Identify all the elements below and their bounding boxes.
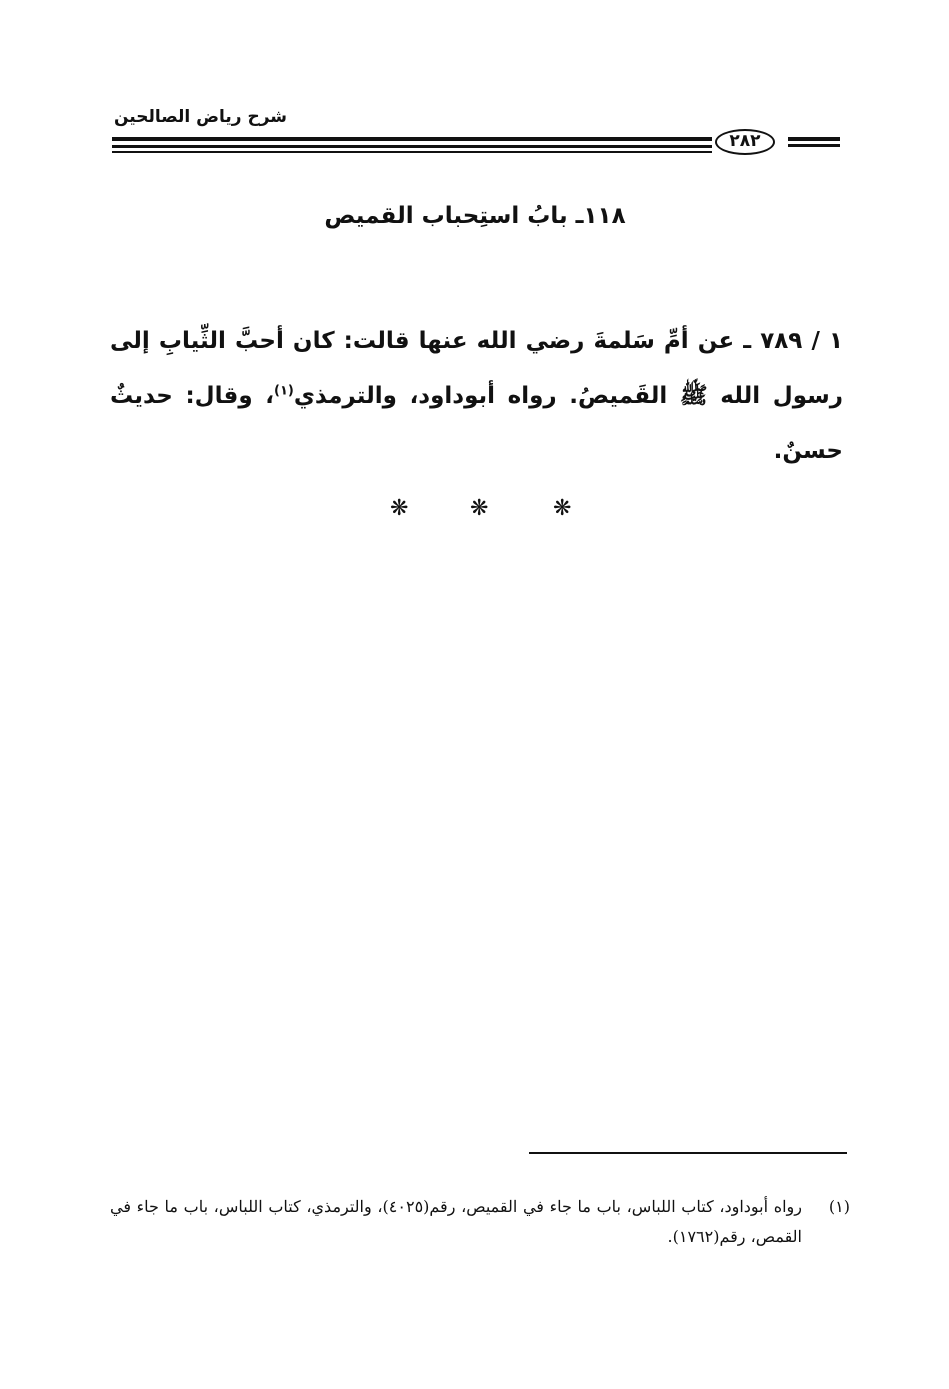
header-rule-tail: [788, 144, 840, 147]
header-rule-tail: [788, 137, 840, 141]
asterism-icon: ❋: [390, 496, 409, 521]
footnote: [110, 1192, 850, 1252]
footnote-separator: [529, 1152, 847, 1154]
header-rule: [112, 145, 712, 148]
hadith-text-main: ١ / ٧٨٩ ـ عن أمِّ سَلمةَ رضي الله عنها قالت: كان أحبَّ الثِّيابِ إلى رسول الله ﷺ القَميصُ. رواه أبوداود، والترمذي: [110, 328, 844, 409]
hadith-text-end: ، وقال: حديثٌ حسنٌ.: [110, 383, 843, 464]
section-divider-ornaments: [390, 494, 570, 524]
page-number: ٢٨٢: [715, 129, 775, 155]
chapter-heading: ١١٨ـ بابُ استِحباب القميص: [324, 203, 626, 229]
footnote-marker: (١): [828, 1197, 850, 1216]
header-rule: [112, 151, 712, 153]
running-title: شرح رياض الصالحين: [114, 107, 288, 127]
footnote-text: رواه أبوداود، كتاب اللباس، باب ما جاء في القميص، رقم(٤٠٢٥)، والترمذي، كتاب اللباس، باب ما جاء في القمص، رقم(١٧٦٢).: [110, 1197, 803, 1246]
header-rule: [112, 137, 712, 141]
footnote-reference[interactable]: (١): [273, 383, 294, 399]
hadith-text: [110, 314, 843, 479]
asterism-icon: ❋: [553, 496, 572, 521]
asterism-icon: ❋: [470, 496, 489, 521]
